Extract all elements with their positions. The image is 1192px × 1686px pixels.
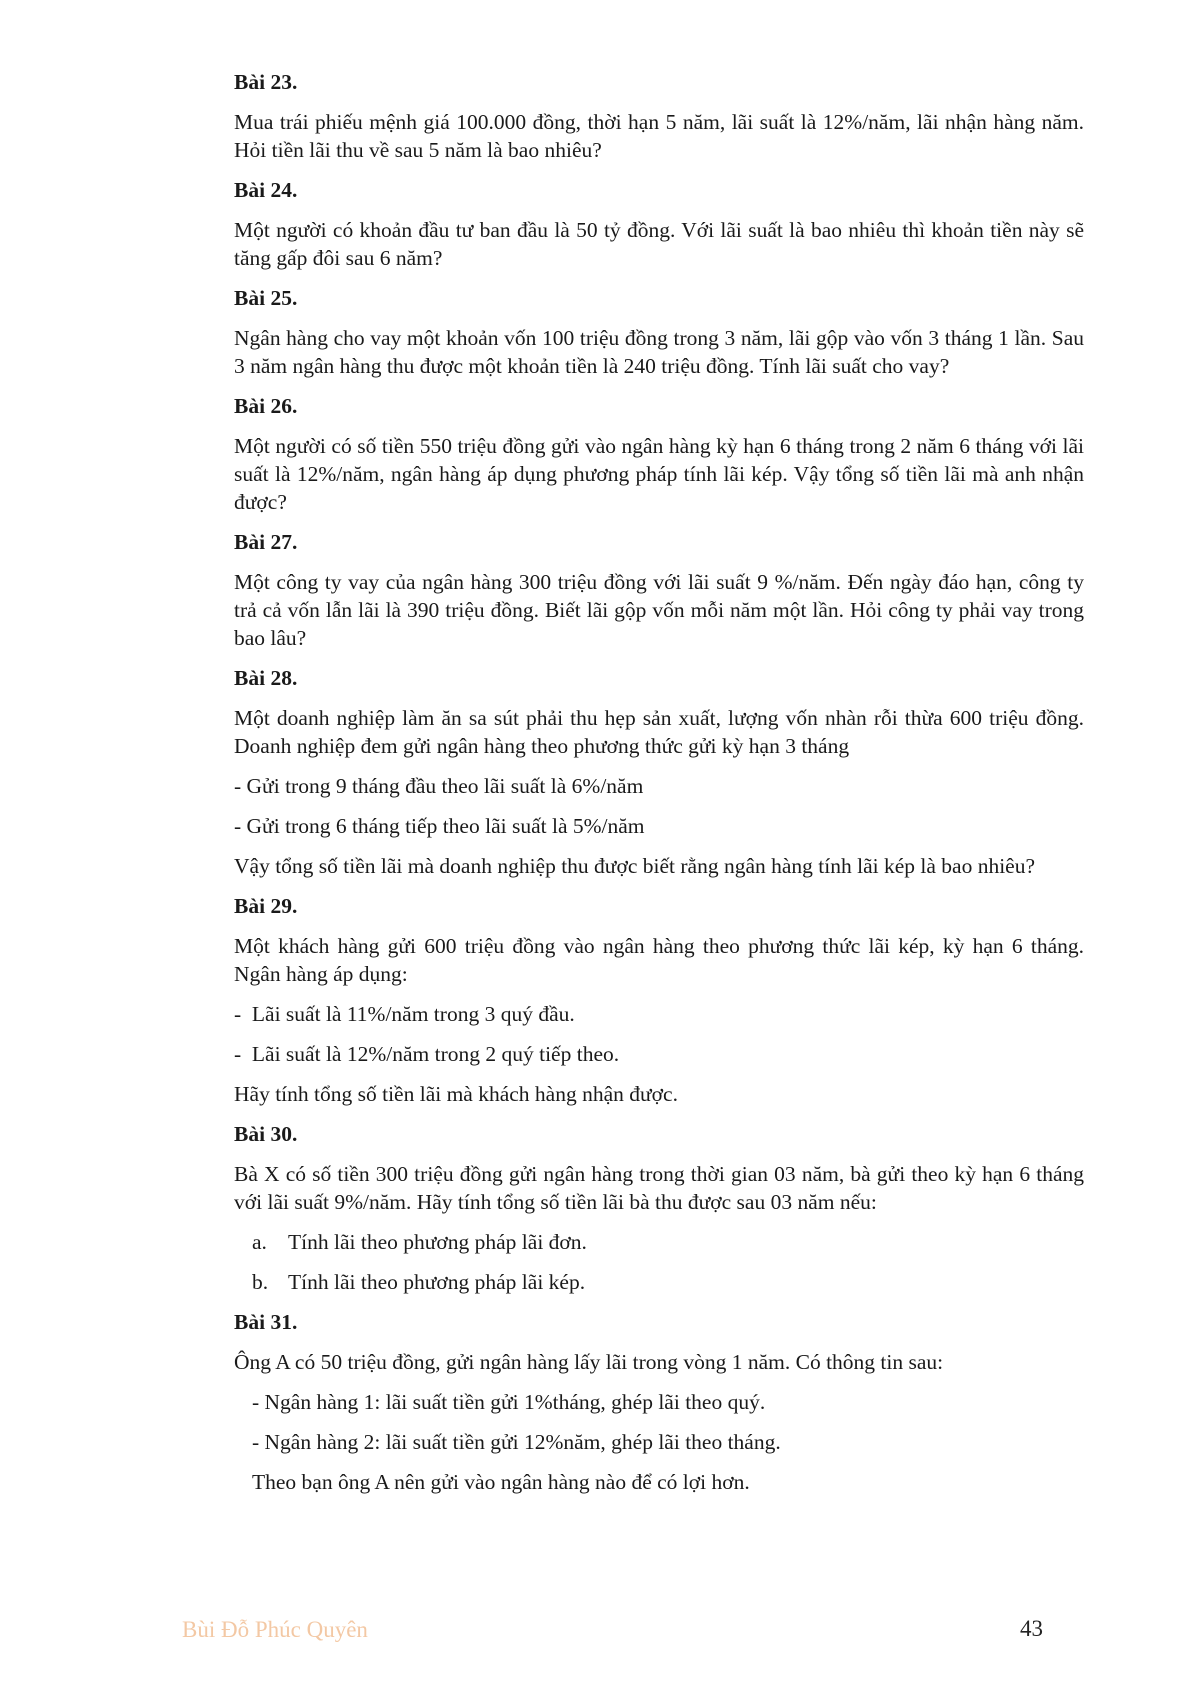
list-item-label: b. (252, 1270, 269, 1294)
exercise-bullet: - Gửi trong 6 tháng tiếp theo lãi suất là 5%/năm (234, 814, 645, 838)
exercise-title: Bài 24. (234, 178, 298, 202)
exercise-title: Bài 30. (234, 1122, 298, 1146)
exercise-text: Ngân hàng cho vay một khoản vốn 100 triệu đồng trong 3 năm, lãi gộp vào vốn 3 tháng 1 lần. Sau 3 năm ngân hàng thu được một khoản tiền là 240 triệu đồng. Tính lãi suất cho vay? (234, 326, 1084, 378)
exercise-text: Một người có số tiền 550 triệu đồng gửi vào ngân hàng kỳ hạn 6 tháng trong 2 năm 6 tháng với lãi suất là 12%/năm, ngân hàng áp dụng phương pháp tính lãi kép. Vậy tổng số tiền lãi mà anh nhận được? (234, 434, 1084, 514)
exercise-title: Bài 23. (234, 70, 298, 94)
exercise-title: Bài 29. (234, 894, 298, 918)
exercise-bullet: - Lãi suất là 11%/năm trong 3 quý đầu. (234, 1002, 575, 1026)
page-number: 43 (1020, 1616, 1043, 1641)
exercise-text: Một doanh nghiệp làm ăn sa sút phải thu hẹp sản xuất, lượng vốn nhàn rỗi thừa 600 triệu đồng. Doanh nghiệp đem gửi ngân hàng theo phương thức gửi kỳ hạn 3 tháng (234, 706, 1084, 758)
exercise-title: Bài 27. (234, 530, 298, 554)
list-item-label: a. (252, 1230, 267, 1254)
exercise-title: Bài 25. (234, 286, 298, 310)
list-item (234, 1228, 1084, 1256)
exercise-text: Bà X có số tiền 300 triệu đồng gửi ngân hàng trong thời gian 03 năm, bà gửi theo kỳ hạn 6 tháng với lãi suất 9%/năm. Hãy tính tổng số tiền lãi bà thu được sau 03 năm nếu: (234, 1162, 1084, 1214)
exercise-text: Một công ty vay của ngân hàng 300 triệu đồng với lãi suất 9 %/năm. Đến ngày đáo hạn, công ty trả cả vốn lẫn lãi là 390 triệu đồng. Biết lãi gộp vốn mỗi năm một lần. Hỏi công ty phải vay trong bao lâu? (234, 570, 1084, 650)
exercise-text: Theo bạn ông A nên gửi vào ngân hàng nào để có lợi hơn. (252, 1470, 750, 1494)
exercise-text: Một khách hàng gửi 600 triệu đồng vào ngân hàng theo phương thức lãi kép, kỳ hạn 6 tháng. Ngân hàng áp dụng: (234, 934, 1084, 986)
exercise-bullet: - Ngân hàng 2: lãi suất tiền gửi 12%năm, ghép lãi theo tháng. (252, 1430, 781, 1454)
exercise-text: Hãy tính tổng số tiền lãi mà khách hàng nhận được. (234, 1082, 678, 1106)
list-item-text: Tính lãi theo phương pháp lãi đơn. (288, 1230, 587, 1254)
list-item (234, 1268, 1084, 1296)
exercise-text: Mua trái phiếu mệnh giá 100.000 đồng, thời hạn 5 năm, lãi suất là 12%/năm, lãi nhận hàng năm. Hỏi tiền lãi thu về sau 5 năm là bao nhiêu? (234, 110, 1084, 162)
page-content (234, 68, 1084, 1508)
exercise-bullet: - Lãi suất là 12%/năm trong 2 quý tiếp theo. (234, 1042, 620, 1066)
exercise-title: Bài 28. (234, 666, 298, 690)
exercise-title: Bài 26. (234, 394, 298, 418)
list-item-text: Tính lãi theo phương pháp lãi kép. (288, 1270, 586, 1294)
footer-author: Bùi Đỗ Phúc Quyên (182, 1617, 368, 1642)
exercise-text: Vậy tổng số tiền lãi mà doanh nghiệp thu được biết rằng ngân hàng tính lãi kép là bao nhiêu? (234, 854, 1036, 878)
exercise-bullet: - Ngân hàng 1: lãi suất tiền gửi 1%tháng, ghép lãi theo quý. (252, 1390, 766, 1414)
exercise-title: Bài 31. (234, 1310, 298, 1334)
exercise-text: Một người có khoản đầu tư ban đầu là 50 tỷ đồng. Với lãi suất là bao nhiêu thì khoản tiền này sẽ tăng gấp đôi sau 6 năm? (234, 218, 1084, 270)
exercise-text: Ông A có 50 triệu đồng, gửi ngân hàng lấy lãi trong vòng 1 năm. Có thông tin sau: (234, 1350, 944, 1374)
exercise-bullet: - Gửi trong 9 tháng đầu theo lãi suất là 6%/năm (234, 774, 644, 798)
